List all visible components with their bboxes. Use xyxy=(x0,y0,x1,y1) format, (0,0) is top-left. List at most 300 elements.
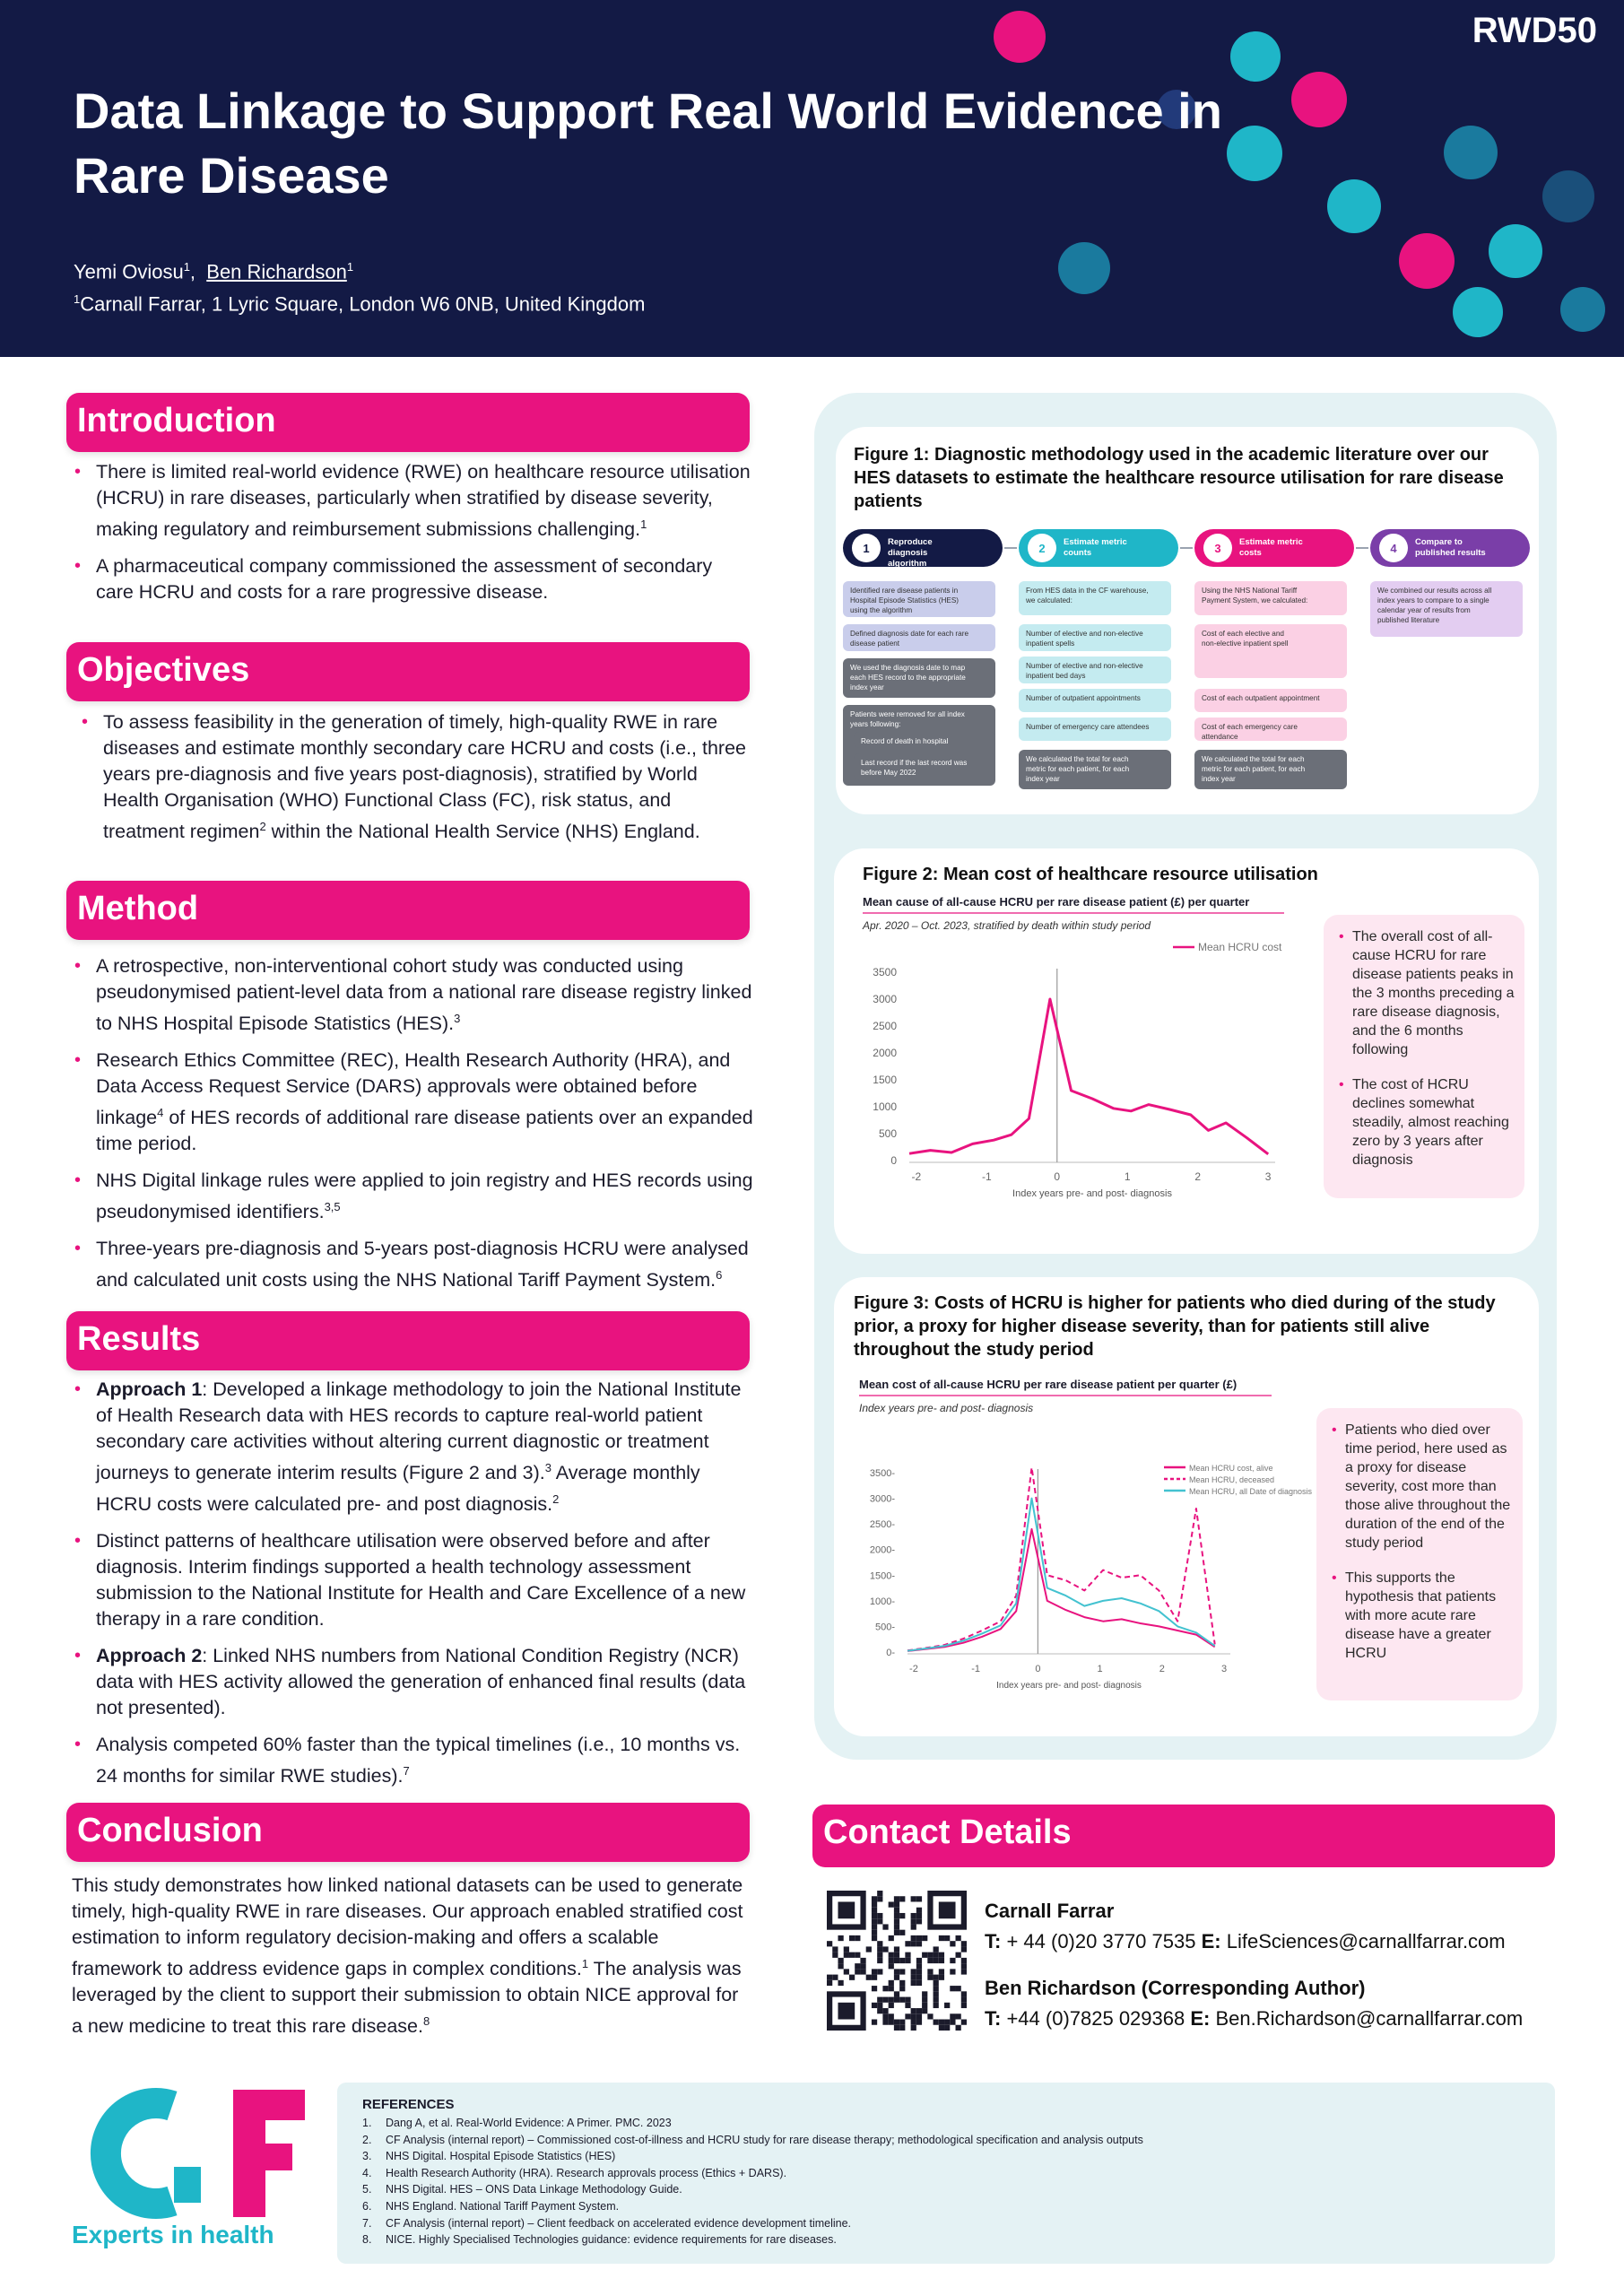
qr-module xyxy=(922,1997,927,2003)
qr-module xyxy=(961,1941,967,1946)
conclusion-text: This study demonstrates how linked national datasets can be used to generate timely, high-quality RWE in rare diseases. Our approach enabled stratified cost estimation to inform regulatory decision-making and offers a scalable framework to address evidence gaps in complex conditions.$^1$ The analysis was leveraged by the client to support their submission to obtain NICE approval for a new medicine to treat this rare disease.$^8$ xyxy=(72,1874,743,2038)
flow-box-text: index year xyxy=(850,683,884,691)
qr-module xyxy=(877,1952,882,1958)
objectives-heading: Objectives xyxy=(66,642,750,701)
qr-module xyxy=(832,1946,838,1952)
flow-box-text: using the algorithm xyxy=(850,606,913,614)
qr-module xyxy=(882,2008,888,2013)
qr-module xyxy=(877,1941,882,1946)
step-label: costs xyxy=(1239,548,1262,558)
qr-module xyxy=(916,2013,922,2019)
bullet-text: Three-years pre-diagnosis and 5-years post-diagnosis HCRU were analysed and calculated unit costs using the NHS National Tariff Payment System. xyxy=(96,1238,749,1292)
qr-module xyxy=(889,1963,894,1969)
qr-module xyxy=(911,1975,916,1980)
qr-module xyxy=(905,1958,910,1963)
bullet-text: of HES records of additional rare disease patients over an expanded time period. xyxy=(96,1107,753,1155)
step-label: Estimate metric xyxy=(1239,537,1303,547)
qr-module xyxy=(961,2020,967,2025)
qr-module xyxy=(899,1913,905,1918)
bullet-text: A retrospective, non-interventional cohort study was conducted using pseudonymised patient-level data from a national rare disease registry linked to NHS Hospital Episode Statistics (HES). xyxy=(96,955,752,1035)
qr-module xyxy=(944,2003,950,2008)
contact-line-1 xyxy=(985,1930,1506,1953)
chart-title: Mean cause of all-cause HCRU per rare disease patient (£) per quarter xyxy=(863,895,1250,909)
flow-box-text: disease patient xyxy=(850,639,900,648)
bullet-text: : Developed a linkage methodology to join the National Institute of Health Research data with HES records to capture real-world patient secondary care activities without altering current diagnostic or treatment journeys to generate interim results (Figure 2 and 3). xyxy=(96,1378,742,1484)
y-tick-label: 2500- xyxy=(869,1519,895,1531)
contact-org: Carnall Farrar xyxy=(985,1900,1115,1922)
y-tick-label: 2000 xyxy=(873,1047,897,1059)
qr-module xyxy=(961,1963,967,1969)
qr-module xyxy=(872,1918,877,1924)
qr-module xyxy=(877,1946,882,1952)
qr-module xyxy=(899,1997,905,2003)
reference-item xyxy=(362,2148,1530,2165)
qr-finder-core xyxy=(838,1901,855,1918)
decor-dot-icon xyxy=(1327,179,1381,233)
qr-module xyxy=(849,1975,855,1980)
qr-module xyxy=(877,1918,882,1924)
qr-module xyxy=(889,1986,894,1991)
results-list xyxy=(72,1377,753,1800)
reference-number: 8. xyxy=(362,2233,372,2247)
flow-box-text: we calculated: xyxy=(1026,596,1073,604)
legend-label: Mean HCRU cost, alive xyxy=(1189,1464,1273,1473)
reference-number: 3. xyxy=(362,2150,372,2163)
qr-module xyxy=(927,1958,933,1963)
reference-item xyxy=(362,2231,1530,2248)
qr-module xyxy=(877,1969,882,1974)
y-tick-label: 1000 xyxy=(873,1100,897,1113)
results-heading: Results xyxy=(66,1311,750,1370)
author-name: Yemi Oviosu xyxy=(74,260,184,283)
reference-text: NHS Digital. HES – ONS Data Linkage Methodology Guide. xyxy=(386,2183,682,2196)
reference-text: Health Research Authority (HRA). Research approvals process (Ethics + DARS). xyxy=(386,2166,787,2179)
decor-dot-icon xyxy=(1453,287,1503,337)
flow-box-text: We used the diagnosis date to map xyxy=(850,664,966,672)
list-item: • Approach 1: Developed a linkage methodology to join the National Institute of Health Research data with HES records to capture real-world patient secondary care activities without altering current diagnostic or treatment journeys to generate interim results (Figure 2 and 3).$^3$ Average monthly HCRU costs were calculated pre- and post diagnosis.$^2$ xyxy=(72,1377,753,1518)
contact-line-2 xyxy=(985,2007,1523,2031)
reference-number: 7. xyxy=(362,2216,372,2230)
qr-module xyxy=(872,1901,877,1907)
qr-module xyxy=(916,1975,922,1980)
qr-module xyxy=(838,1958,843,1963)
decor-dot-icon xyxy=(1399,233,1455,289)
qr-module xyxy=(939,1952,944,1958)
contact-heading: Contact Details xyxy=(812,1805,1555,1867)
qr-module xyxy=(872,2003,877,2008)
step-number: 2 xyxy=(1038,542,1046,555)
x-tick-label: -2 xyxy=(909,1664,918,1674)
conclusion-heading: Conclusion xyxy=(66,1803,750,1862)
reference-number: 4. xyxy=(362,2166,372,2179)
qr-module xyxy=(916,1980,922,1986)
decor-dot-icon xyxy=(1542,170,1594,222)
qr-module xyxy=(855,1935,860,1941)
figure-3-title: Figure 3: Costs of HCRU is higher for patients who died during of the study prior, a proxy for higher disease severity, than for patients still alive throughout the study period xyxy=(854,1293,1496,1360)
legend-label: Mean HCRU cost xyxy=(1198,941,1282,953)
phone-1[interactable]: + 44 (0)20 3770 7535 xyxy=(1006,1930,1196,1952)
flow-box-text: index year xyxy=(1202,775,1236,783)
qr-module xyxy=(872,1908,877,1913)
x-axis-label: Index years pre- and post- diagnosis xyxy=(1012,1188,1172,1199)
figure-3-notes xyxy=(1316,1408,1523,1700)
qr-module xyxy=(939,1975,944,1980)
qr-module xyxy=(838,1980,843,1986)
qr-module xyxy=(934,1975,939,1980)
qr-module xyxy=(916,1908,922,1913)
phone-2[interactable]: +44 (0)7825 029368 xyxy=(1006,2007,1185,2030)
qr-module xyxy=(838,1935,843,1941)
qr-module xyxy=(882,1946,888,1952)
qr-module xyxy=(860,1958,865,1963)
flow-box-text: attendance xyxy=(1202,733,1238,741)
email-label: E: xyxy=(1201,1930,1221,1952)
x-tick-label: 2 xyxy=(1194,1170,1202,1183)
bullet-text: Research Ethics Committee (REC), Health Research Authority (HRA), and Data Access Request Service (DARS) approvals were obtained before linkage xyxy=(96,1049,731,1129)
decor-dot-icon xyxy=(1489,224,1542,278)
list-item: • To assess feasibility in the generation of timely, high-quality RWE in rare diseases and estimate monthly secondary care HCRU and costs (i.e., three years pre-diagnosis and five years post-diagnosis), stratified by World Health Organisation (WHO) Functional Class (FC), risk status, and treatment regimen$^2$ within the National Health Service (NHS) England. xyxy=(79,709,753,845)
reference-text: Dang A, et al. Real-World Evidence: A Primer. PMC. 2023 xyxy=(386,2117,672,2129)
qr-module xyxy=(889,2003,894,2008)
qr-module xyxy=(889,1935,894,1941)
qr-module xyxy=(899,2025,905,2031)
x-tick-label: 2 xyxy=(1159,1664,1165,1674)
reference-item xyxy=(362,2165,1530,2182)
qr-module xyxy=(855,1952,860,1958)
y-tick-label: 2500 xyxy=(873,1020,897,1032)
qr-module xyxy=(855,1969,860,1974)
phone-label: T: xyxy=(985,1930,1002,1952)
qr-module xyxy=(866,1975,872,1980)
qr-module xyxy=(922,1935,927,1941)
decor-dot-icon xyxy=(1291,72,1347,127)
qr-module xyxy=(899,1980,905,1986)
qr-module xyxy=(934,2003,939,2008)
qr-module xyxy=(844,1969,849,1974)
qr-module xyxy=(894,1918,899,1924)
email-label: E: xyxy=(1190,2007,1211,2030)
qr-module xyxy=(916,1935,922,1941)
flow-box-text: metric for each patient, for each xyxy=(1202,765,1306,773)
qr-module xyxy=(894,1930,899,1935)
qr-module xyxy=(894,1924,899,1929)
qr-module xyxy=(827,1980,832,1986)
contact-person: Ben Richardson (Corresponding Author) xyxy=(985,1977,1366,1999)
qr-module xyxy=(882,2013,888,2019)
bullet-text: There is limited real-world evidence (RWE) on healthcare resource utilisation (HCRU) in rare diseases, particularly when stratified by disease severity, making regulatory and reimbursement submissions challenging. xyxy=(96,461,751,541)
author-link[interactable]: Ben Richardson xyxy=(206,260,347,283)
x-tick-label: 3 xyxy=(1221,1664,1228,1674)
step-number: 1 xyxy=(863,542,870,555)
conclusion-part: The analysis was leveraged by the client to support their submission to obtain NICE approval for a new medicine to treat this rare disease. xyxy=(72,1958,742,2038)
phone-label: T: xyxy=(985,2007,1002,2030)
qr-module xyxy=(961,2003,967,2008)
reference-item xyxy=(362,2198,1530,2215)
series-line xyxy=(908,1529,1215,1651)
decor-dot-icon xyxy=(1058,242,1110,294)
qr-module xyxy=(889,2013,894,2019)
qr-module xyxy=(916,1969,922,1974)
qr-module xyxy=(911,2008,916,2013)
qr-module xyxy=(916,1941,922,1946)
reference-text: CF Analysis (internal report) – Commissioned cost-of-illness and HCRU study for rare disease therapy; methodological specification and analysis outputs xyxy=(386,2133,1143,2146)
figure-1-title: Figure 1: Diagnostic methodology used in the academic literature over our HES datasets to estimate the healthcare resource utilisation for rare disease patients xyxy=(854,445,1504,511)
qr-module xyxy=(905,1997,910,2003)
qr-module xyxy=(934,1980,939,1986)
list-item: • There is limited real-world evidence (RWE) on healthcare resource utilisation (HCRU) in rare diseases, particularly when stratified by disease severity, making regulatory and reimbursement submissions challenging.$^1$ xyxy=(72,459,753,543)
qr-module xyxy=(956,2013,961,2019)
qr-module xyxy=(872,2020,877,2025)
flow-box-text: Defined diagnosis date for each rare xyxy=(850,630,968,638)
qr-module xyxy=(939,2020,944,2025)
qr-module xyxy=(927,1969,933,1974)
qr-module xyxy=(939,1969,944,1974)
chart-title: Mean cost of all-cause HCRU per rare disease patient per quarter (£) xyxy=(859,1378,1238,1391)
qr-module xyxy=(934,1958,939,1963)
flow-box-text: index year xyxy=(1026,775,1060,783)
flow-box-text: inpatient spells xyxy=(1026,639,1075,648)
conclusion-part: This study demonstrates how linked national datasets can be used to generate timely, high-quality RWE in rare diseases. Our approach enabled stratified cost estimation to inform regulatory decision-making and offers a scalable framework to address evidence gaps in complex conditions. xyxy=(72,1874,743,1980)
step-number: 4 xyxy=(1390,542,1397,555)
qr-module xyxy=(961,1991,967,1996)
flow-box-text: Using the NHS National Tariff xyxy=(1202,587,1298,595)
qr-module xyxy=(956,1935,961,1941)
step-label: published results xyxy=(1415,548,1486,558)
flow-box-text: We calculated the total for each xyxy=(1202,755,1305,763)
qr-module xyxy=(889,1901,894,1907)
x-tick-label: 0 xyxy=(1035,1664,1041,1674)
qr-module xyxy=(956,2025,961,2031)
qr-module xyxy=(894,1913,899,1918)
logo-tagline: Experts in health xyxy=(72,2221,274,2248)
qr-module xyxy=(860,1963,865,1969)
qr-module xyxy=(950,1969,955,1974)
qr-module xyxy=(894,1991,899,1996)
reference-number: 5. xyxy=(362,2183,372,2196)
figure-2-notes xyxy=(1324,915,1524,1198)
qr-module xyxy=(956,1986,961,1991)
step-label: counts xyxy=(1064,548,1092,558)
qr-module xyxy=(944,2025,950,2031)
bullet-text: within the National Health Service (NHS) England. xyxy=(265,821,700,843)
introduction-heading: Introduction xyxy=(66,393,750,452)
step-label: diagnosis xyxy=(888,548,928,558)
qr-module xyxy=(894,1908,899,1913)
qr-module xyxy=(894,1975,899,1980)
y-tick-label: 0- xyxy=(886,1648,895,1658)
qr-finder-core xyxy=(939,1901,956,1918)
flow-box-text: Hospital Episode Statistics (HES) xyxy=(850,596,960,604)
legend-label: Mean HCRU, all Date of diagnosis xyxy=(1189,1487,1313,1496)
reference-number: 1. xyxy=(362,2117,372,2129)
flow-box-text: years following: xyxy=(850,720,901,728)
list-item xyxy=(72,553,753,605)
x-tick-label: -1 xyxy=(981,1170,992,1183)
list-item: • Research Ethics Committee (REC), Health Research Authority (HRA), and Data Access Request Service (DARS) approvals were obtained before linkage$^4$ of HES records of additional rare disease patients over an expanded time period. xyxy=(72,1048,753,1157)
decor-dot-icon xyxy=(1444,126,1498,179)
qr-module xyxy=(877,2003,882,2008)
qr-module xyxy=(894,1997,899,2003)
qr-module xyxy=(961,1969,967,1974)
qr-module xyxy=(916,2008,922,2013)
qr-module xyxy=(905,2013,910,2019)
qr-module xyxy=(916,1918,922,1924)
qr-module xyxy=(944,1935,950,1941)
bullet-text: A pharmaceutical company commissioned the assessment of secondary care HCRU and costs for a rare progressive disease. xyxy=(96,555,713,604)
step-label: Estimate metric xyxy=(1064,537,1127,547)
qr-module xyxy=(877,1913,882,1918)
flow-box-text: We calculated the total for each xyxy=(1026,755,1129,763)
reference-item xyxy=(362,2181,1530,2198)
qr-module xyxy=(872,1935,877,1941)
qr-module xyxy=(911,1918,916,1924)
qr-module xyxy=(934,2020,939,2025)
qr-module xyxy=(905,1952,910,1958)
x-tick-label: -1 xyxy=(971,1664,981,1674)
qr-module xyxy=(939,1958,944,1963)
reference-text: NHS Digital. Hospital Episode Statistics (HES) xyxy=(386,2150,616,2163)
qr-module xyxy=(934,1997,939,2003)
qr-finder-core xyxy=(838,2003,855,2020)
qr-module xyxy=(894,2025,899,2031)
approach-label: Approach 2 xyxy=(96,1645,203,1667)
list-item: • NHS Digital linkage rules were applied to join registry and HES records using pseudonymised identifiers.$^{3,5}$ xyxy=(72,1168,753,1225)
qr-module xyxy=(899,1986,905,1991)
figure-2-title: Figure 2: Mean cost of healthcare resource utilisation xyxy=(863,865,1318,884)
qr-module xyxy=(872,1913,877,1918)
qr-module xyxy=(860,1969,865,1974)
qr-module xyxy=(905,2003,910,2008)
introduction-list xyxy=(72,459,753,616)
qr-module xyxy=(961,1946,967,1952)
qr-module xyxy=(872,1969,877,1974)
email-1[interactable]: LifeSciences@carnallfarrar.com xyxy=(1226,1930,1506,1952)
reference-number: 2. xyxy=(362,2133,372,2146)
qr-module xyxy=(889,2020,894,2025)
y-tick-label: 1500 xyxy=(873,1074,897,1086)
y-tick-label: 1500- xyxy=(869,1570,895,1582)
qr-module xyxy=(882,1997,888,2003)
qr-module xyxy=(899,1930,905,1935)
qr-module xyxy=(849,1952,855,1958)
qr-module xyxy=(894,2020,899,2025)
qr-module xyxy=(889,1952,894,1958)
note-item: • This supports the hypothesis that patients with more acute rare disease have a greater HCRU xyxy=(1334,1569,1514,1663)
flow-box-text: Last record if the last record was xyxy=(861,759,968,767)
qr-module xyxy=(844,1946,849,1952)
series-line xyxy=(908,1467,1215,1650)
qr-module xyxy=(872,1986,877,1991)
qr-module xyxy=(916,1896,922,1901)
reference-text: NHS England. National Tariff Payment System. xyxy=(386,2199,620,2213)
flow-box-text: calendar year of results from xyxy=(1377,606,1471,614)
qr-module xyxy=(956,1952,961,1958)
qr-module xyxy=(899,2020,905,2025)
qr-module xyxy=(950,2020,955,2025)
references-box xyxy=(337,2083,1555,2264)
chart-subtitle: Apr. 2020 – Oct. 2023, stratified by death within study period xyxy=(863,919,1151,932)
flow-box-text: Number of elective and non-elective xyxy=(1026,630,1143,638)
qr-module xyxy=(894,1958,899,1963)
reference-text: NICE. Highly Specialised Technologies guidance: evidence requirements for rare diseases. xyxy=(386,2233,837,2247)
flow-box-text: We combined our results across all xyxy=(1377,587,1492,595)
qr-module xyxy=(855,1963,860,1969)
qr-code-icon[interactable] xyxy=(827,1891,967,2031)
qr-module xyxy=(922,2003,927,2008)
qr-module xyxy=(872,1924,877,1929)
qr-module xyxy=(877,2008,882,2013)
decor-dot-icon xyxy=(994,11,1046,63)
x-tick-label: 1 xyxy=(1097,1664,1103,1674)
qr-module xyxy=(889,1958,894,1963)
qr-module xyxy=(889,1980,894,1986)
note-item: • The overall cost of all-cause HCRU for rare disease patients peaks in the 3 months preceding a rare disease diagnosis, and the 6 months following xyxy=(1342,927,1515,1059)
references-heading: REFERENCES xyxy=(362,2097,455,2112)
y-tick-label: 3000- xyxy=(869,1493,895,1505)
qr-module xyxy=(899,1896,905,1901)
qr-module xyxy=(872,1930,877,1935)
qr-module xyxy=(922,2008,927,2013)
qr-module xyxy=(934,1952,939,1958)
qr-module xyxy=(894,1969,899,1974)
note-item: • The cost of HCRU declines somewhat steadily, almost reaching zero by 3 years after diagnosis xyxy=(1342,1075,1515,1170)
qr-module xyxy=(927,1952,933,1958)
step-label: Reproduce xyxy=(888,537,933,547)
y-tick-label: 3000 xyxy=(873,993,897,1005)
qr-module xyxy=(911,1980,916,1986)
flow-box-text: Cost of each elective and xyxy=(1202,630,1284,638)
reference-item xyxy=(362,2115,1530,2132)
qr-module xyxy=(849,1935,855,1941)
list-item xyxy=(72,1643,753,1721)
figure-3-chart xyxy=(850,1372,1313,1713)
method-heading: Method xyxy=(66,881,750,940)
y-tick-label: 1000- xyxy=(869,1596,895,1607)
bullet-text: : Linked NHS numbers from National Condition Registry (NCR) data with HES activity allowed the generation of enhanced final results (data not presented). xyxy=(96,1645,746,1719)
decor-dot-icon xyxy=(1230,31,1281,82)
list-item: • Three-years pre-diagnosis and 5-years post-diagnosis HCRU were analysed and calculated unit costs using the NHS National Tariff Payment System.$^6$ xyxy=(72,1236,753,1293)
flow-box-text: index years to compare to a single xyxy=(1377,596,1489,604)
qr-module xyxy=(927,1975,933,1980)
qr-module xyxy=(877,1896,882,1901)
series-line xyxy=(909,999,1268,1154)
figure-1-flow xyxy=(838,524,1537,811)
qr-module xyxy=(922,1991,927,1996)
flow-box-text: metric for each patient, for each xyxy=(1026,765,1130,773)
flow-box-text: inpatient bed days xyxy=(1026,672,1086,680)
qr-module xyxy=(872,1975,877,1980)
bullet-text: NHS Digital linkage rules were applied to join registry and HES records using pseudonymised identifiers. xyxy=(96,1170,753,1223)
email-2[interactable]: Ben.Richardson@carnallfarrar.com xyxy=(1215,2007,1524,2030)
qr-module xyxy=(877,1891,882,1896)
flow-box-text: Patients were removed for all index xyxy=(850,710,965,718)
flow-box-text: Record of death in hospital xyxy=(861,737,949,745)
qr-module xyxy=(916,1913,922,1918)
list-item: • A retrospective, non-interventional cohort study was conducted using pseudonymised patient-level data from a national rare disease registry linked to NHS Hospital Episode Statistics (HES).$^3$ xyxy=(72,953,753,1037)
y-tick-label: 500- xyxy=(874,1622,895,1633)
y-tick-label: 0 xyxy=(890,1154,897,1167)
qr-module xyxy=(889,1997,894,2003)
qr-module xyxy=(927,2013,933,2019)
qr-module xyxy=(950,1986,955,1991)
qr-module xyxy=(882,1924,888,1929)
qr-module xyxy=(877,1997,882,2003)
qr-module xyxy=(934,1946,939,1952)
qr-module xyxy=(872,1896,877,1901)
flow-box-text: Number of elective and non-elective xyxy=(1026,662,1143,670)
affiliation: $^1$Carnall Farrar, 1 Lyric Square, London W6 0NB, United Kingdom xyxy=(74,292,646,316)
qr-module xyxy=(911,2020,916,2025)
